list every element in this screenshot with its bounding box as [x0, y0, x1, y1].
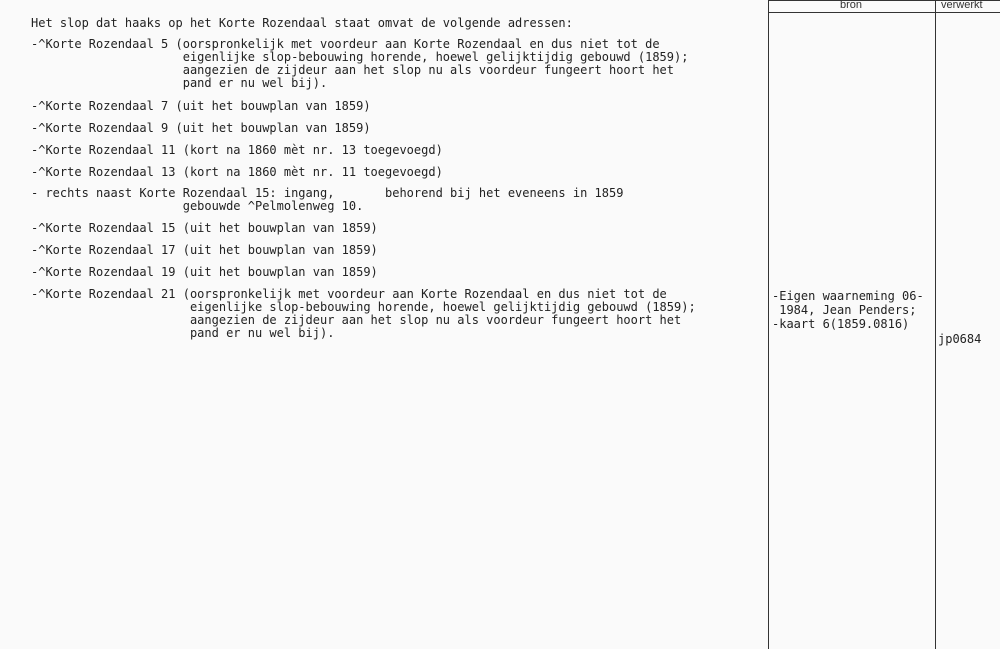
- entry-line: eigenlijke slop-bebouwing horende, hoewel gelijktijdig gebouwd (1859);: [31, 300, 696, 314]
- entry-line: gebouwde ^Pelmolenweg 10.: [31, 199, 364, 213]
- intro-text: Het slop dat haaks op het Korte Rozendaal staat omvat de volgende adressen:: [31, 16, 573, 30]
- entry-line: -^Korte Rozendaal 19 (uit het bouwplan van 1859): [31, 265, 378, 279]
- verwerkt-column-border: [935, 0, 936, 649]
- entry-line: eigenlijke slop-bebouwing horende, hoewel gelijktijdig gebouwd (1859);: [31, 50, 689, 64]
- verwerkt-header: verwerkt: [941, 0, 983, 11]
- bron-header: bron: [840, 0, 863, 11]
- entry-line: -^Korte Rozendaal 5 (oorspronkelijk met voordeur aan Korte Rozendaal en dus niet tot de: [31, 37, 660, 51]
- entry-line: -^Korte Rozendaal 11 (kort na 1860 mèt nr. 13 toegevoegd): [31, 143, 443, 157]
- entry-line: -^Korte Rozendaal 15 (uit het bouwplan van 1859): [31, 221, 378, 235]
- entry-line: -^Korte Rozendaal 17 (uit het bouwplan van 1859): [31, 243, 378, 257]
- bron-line: -Eigen waarneming 06-: [772, 289, 924, 303]
- header-divider: [768, 12, 1000, 13]
- entry-line: pand er nu wel bij).: [31, 76, 328, 90]
- entry-line: aangezien de zijdeur aan het slop nu als voordeur fungeert hoort het: [31, 313, 682, 327]
- bron-line: -kaart 6(1859.0816): [772, 317, 910, 331]
- bron-column-border: [768, 0, 769, 649]
- entry-line: -^Korte Rozendaal 9 (uit het bouwplan van 1859): [31, 121, 371, 135]
- entry-line: -^Korte Rozendaal 13 (kort na 1860 mèt nr. 11 toegevoegd): [31, 165, 443, 179]
- entry-line: - rechts naast Korte Rozendaal 15: ingang, behorend bij het eveneens in 1859: [31, 186, 624, 200]
- bron-line: 1984, Jean Penders;: [772, 303, 917, 317]
- entry-line: -^Korte Rozendaal 7 (uit het bouwplan van 1859): [31, 99, 371, 113]
- verwerkt-code: jp0684: [938, 332, 982, 346]
- entry-line: aangezien de zijdeur aan het slop nu als voordeur fungeert hoort het: [31, 63, 674, 77]
- entry-line: -^Korte Rozendaal 21 (oorspronkelijk met voordeur aan Korte Rozendaal en dus niet tot de: [31, 287, 667, 301]
- entry-line: pand er nu wel bij).: [31, 326, 335, 340]
